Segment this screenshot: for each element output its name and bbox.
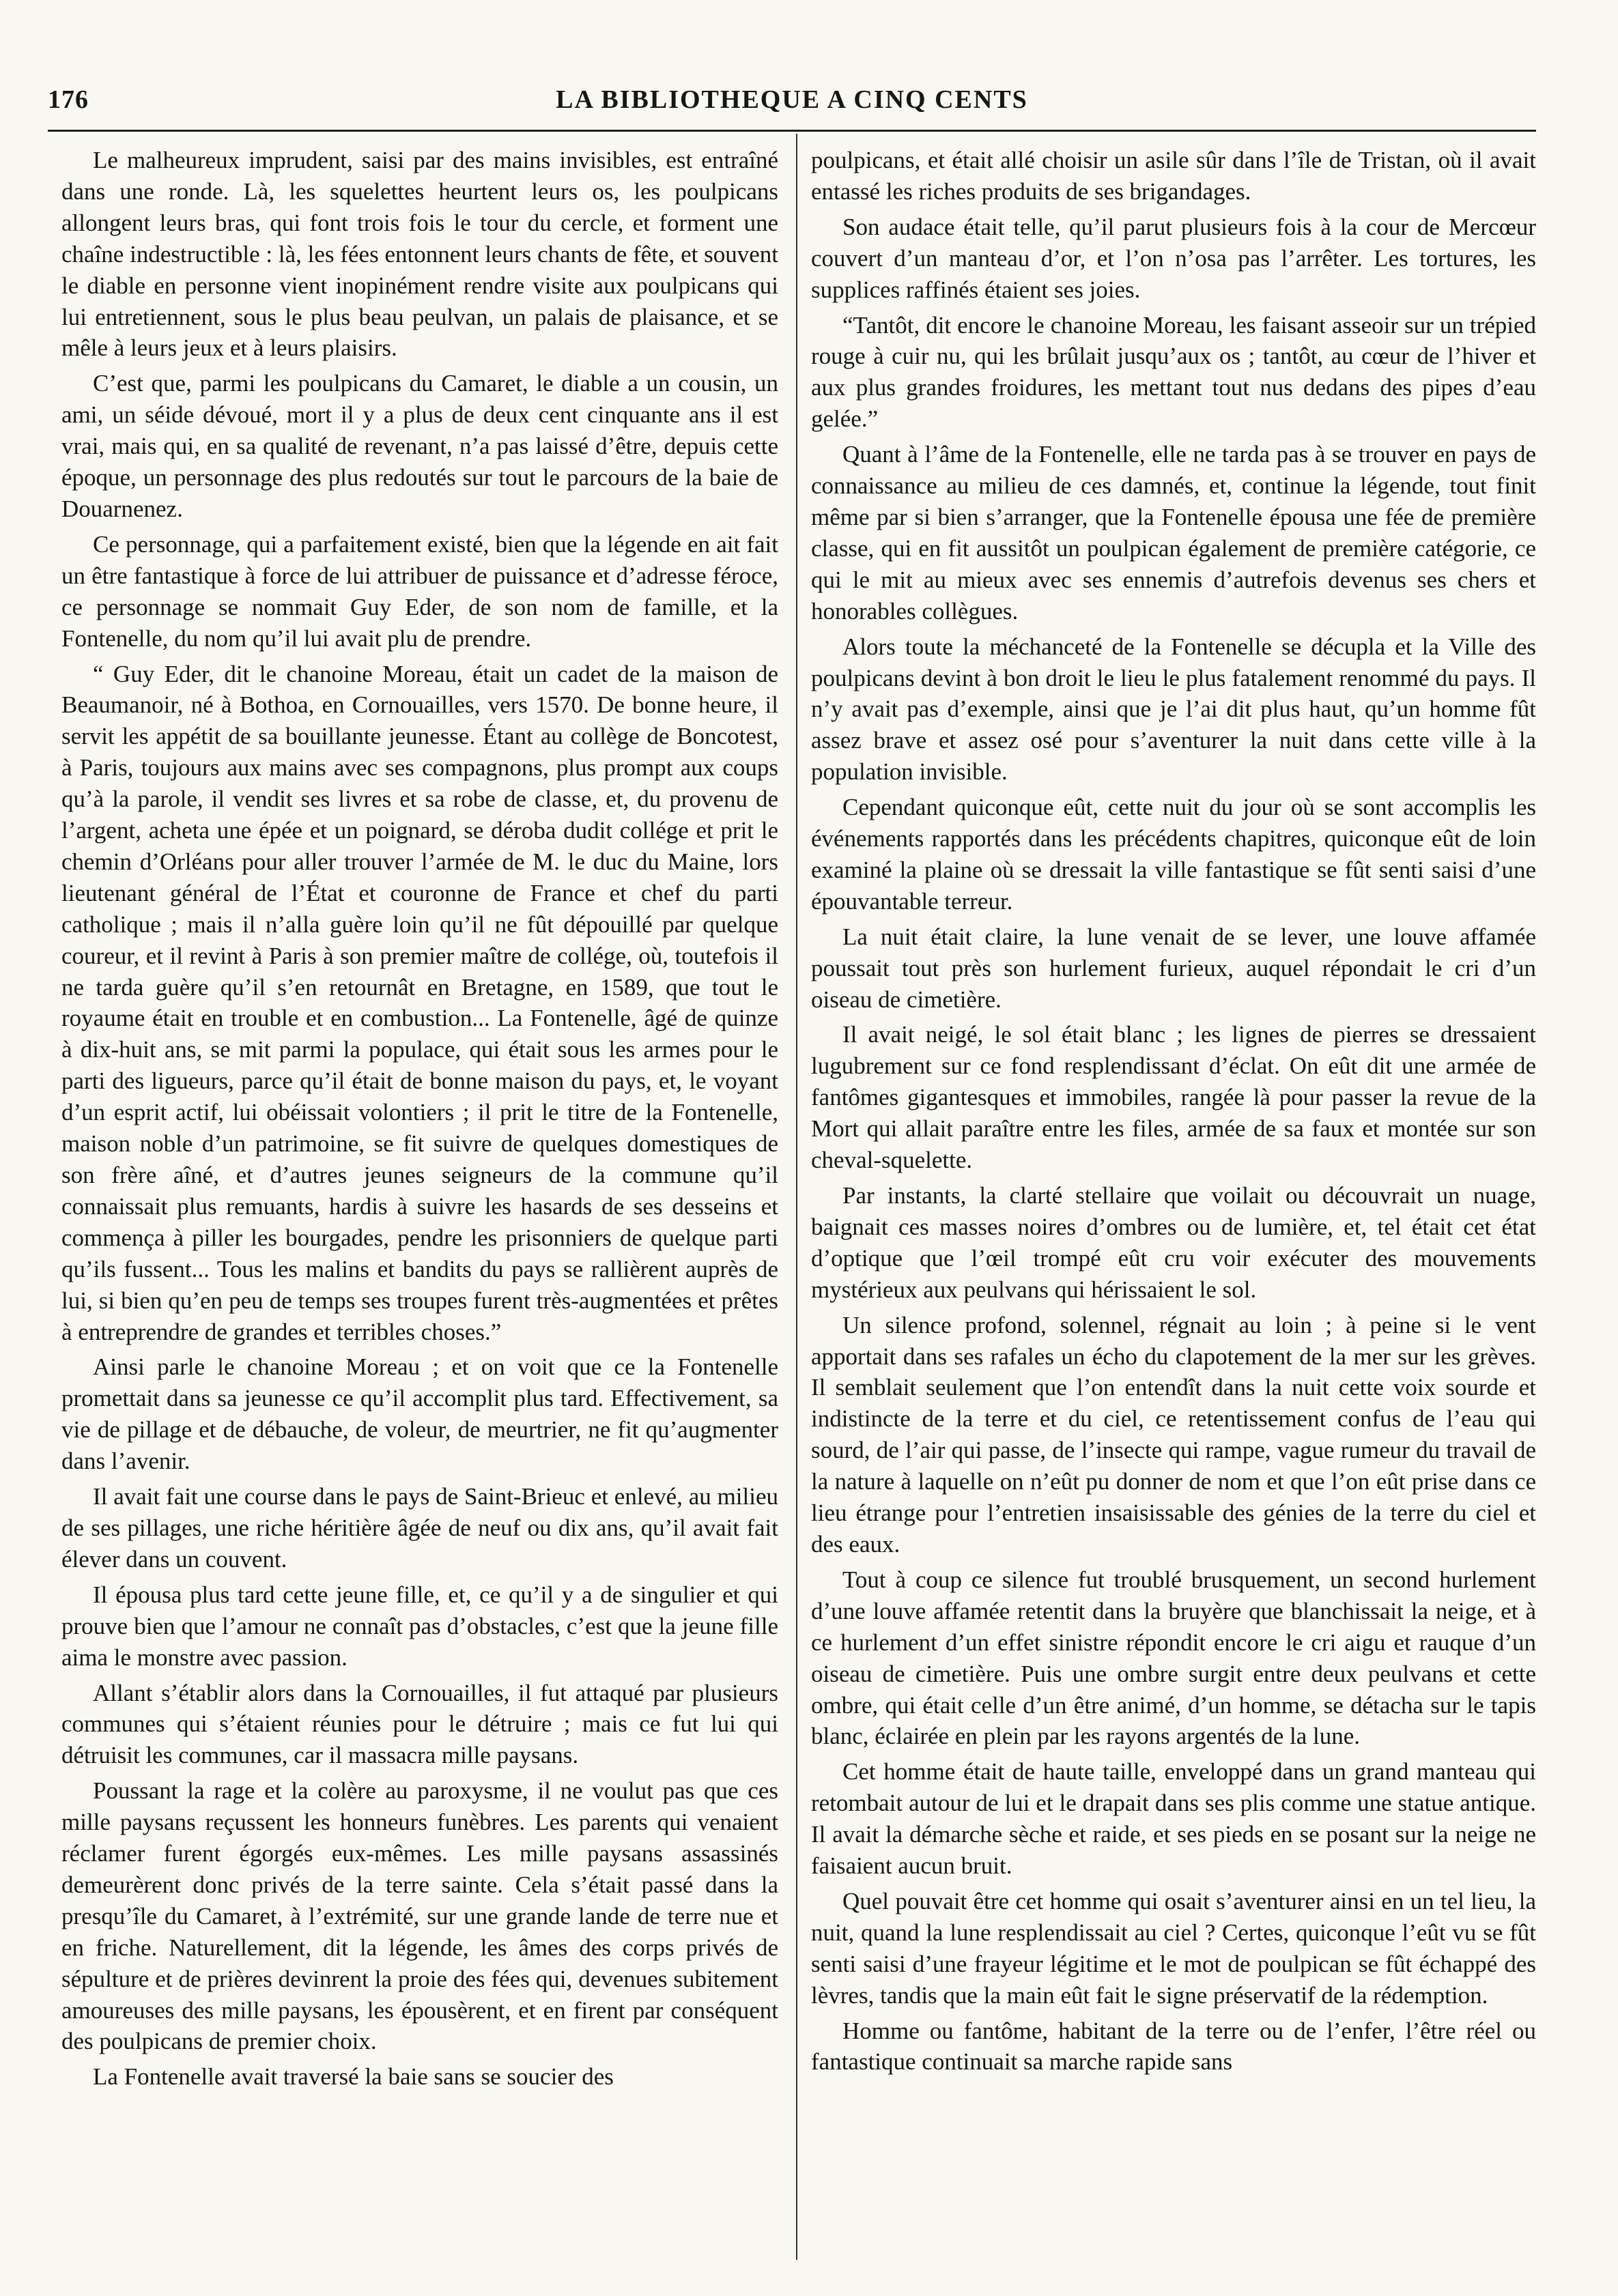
paragraph: La nuit était claire, la lune venait de se lever, une louve affamée poussait tout près son hurlement furieux, auquel répondait le cri d’un oiseau de cimetière. [811, 923, 1536, 1013]
paragraph: La Fontenelle avait traversé la baie sans se soucier des [93, 2063, 614, 2091]
paragraph: Ainsi parle le chanoine Moreau ; et on voit que ce la Fontenelle promettait dans sa jeunesse ce qu’il accomplit plus tard. Effectivement, sa vie de pillage et de débauche, de voleur, de meurtrier, ne fit qu’augmenter dans l’avenir. [61, 1353, 778, 1475]
paragraph: Son audace était telle, qu’il parut plusieurs fois à la cour de Mercœur couvert d’un manteau d’or, et l’on n’osa pas l’arrêter. Les tortures, les supplices raffinés étaient ses joies. [811, 213, 1536, 303]
paragraph: Il avait neigé, le sol était blanc ; les lignes de pierres se dressaient lugubrement sur ce fond resplendissant d’éclat. On eût dit une armée de fantômes gigantesques et immobiles, rangée là pour passer la revue de la Mort qui allait paraître entre les files, armée de sa faux et montée sur son cheval-squelette. [811, 1021, 1536, 1174]
left-column [61, 145, 778, 2267]
paragraph: “ Guy Eder, dit le chanoine Moreau, était un cadet de la maison de Beaumanoir, né à Bothoa, en Cornouailles, vers 1570. De bonne heure, il servit les appétit de sa bouillante jeunesse. Étant au collège de Boncotest, à Paris, toujours aux mains avec ses compagnons, plus prompt aux coups qu’à la parole, il vendit ses livres et sa robe de classe, et, du provenu de l’argent, acheta une épée et un poignard, se déroba dudit collége et prit le chemin d’Orléans pour aller trouver l’armée de M. le duc du Maine, lors lieutenant général de l’État et couronne de France et chef du parti catholique ; mais il n’alla guère loin qu’il ne fût dépouillé par quelque coureur, et il revint à Paris à son premier maître de collége, où, toutefois il ne tarda guère qu’il s’en retournât en Bretagne, en 1589, que tout le royaume était en trouble et en combustion... La Fontenelle, âgé de quinze à dix-huit ans, se mit parmi la populace, qui était sous les armes pour le parti des ligueurs, parce qu’il était de bonne maison du pays, et, le voyant d’un esprit actif, lui obéissait volontiers ; il prit le titre de la Fontenelle, maison noble d’un patrimoine, se fit suivre de quelques domestiques de son frère aîné, et d’autres jeunes seigneurs de la commune qu’il connaissait plus remuants, hardis à suivre les hasards de ses desseins et commença à piller les bourgades, pendre les prisonniers de quelque parti qu’ils fussent... Tous les malins et bandits du pays se rallièrent auprès de lui, si bien qu’en peu de temps ses troupes furent très-augmentées et prêtes à entreprendre de grandes et terribles choses.” [61, 660, 778, 1345]
paragraph: Homme ou fantôme, habitant de la terre ou de l’enfer, l’être réel ou fantastique continuait sa marche rapide sans [811, 2017, 1536, 2076]
paragraph: Quant à l’âme de la Fontenelle, elle ne tarda pas à se trouver en pays de connaissance au milieu de ces damnés, et, continue la légende, tout finit même par si bien s’arranger, que la Fontenelle épousa une fée de première classe, qui en fit aussitôt un poulpican également de première catégorie, ce qui le mit au mieux avec ses ennemis d’autrefois devenus ses chers et honorables collègues. [811, 441, 1536, 625]
header-rule [48, 130, 1536, 132]
paragraph: Ce personnage, qui a parfaitement existé, bien que la légende en ait fait un être fantastique à force de lui attribuer de puissance et d’adresse féroce, ce personnage se nommait Guy Eder, de son nom de famille, et la Fontenelle, du nom qu’il lui avait plu de prendre. [61, 530, 778, 652]
paragraph: Par instants, la clarté stellaire que voilait ou découvrait un nuage, baignait ces masses noires d’ombres ou de lumière, et, tel était cet état d’optique que l’œil trompé eût cru voir exécuter des mouvements mystérieux aux peulvans qui hérissaient le sol. [811, 1182, 1536, 1303]
paragraph: Cependant quiconque eût, cette nuit du jour où se sont accomplis les événements rapportés dans les précédents chapitres, quiconque eût de loin examiné la plaine où se dressait la ville fantastique se fût senti saisi d’une épouvantable terreur. [811, 794, 1536, 915]
right-column [811, 145, 1536, 2267]
paragraph: C’est que, parmi les poulpicans du Camaret, le diable a un cousin, un ami, un séide dévoué, mort il y a plus de deux cent cinquante ans il est vrai, mais qui, en sa qualité de revenant, n’a pas laissé d’être, depuis cette époque, un personnage des plus redoutés sur tout le parcours de la baie de Douarnenez. [61, 370, 778, 522]
paragraph: Il épousa plus tard cette jeune fille, et, ce qu’il y a de singulier et qui prouve bien que l’amour ne connaît pas d’obstacles, c’est que la jeune fille aima le monstre avec passion. [61, 1581, 778, 1671]
paragraph: Il avait fait une course dans le pays de Saint-Brieuc et enlevé, au milieu de ses pillages, une riche héritière âgée de neuf ou dix ans, qu’il avait fait élever dans un couvent. [61, 1483, 778, 1573]
paragraph: Poussant la rage et la colère au paroxysme, il ne voulut pas que ces mille paysans reçussent les honneurs funèbres. Les parents qui venaient réclamer furent égorgés eux-mêmes. Les mille paysans assassinés demeurèrent donc privés de la terre sainte. Cela s’était passé dans la presqu’île du Camaret, à l’extrémité, sur une grande lande de terre nue et en friche. Naturellement, dit la légende, les âmes des corps privés de sépulture et de prières devinrent la proie des fées qui, devenues subitement amoureuses des mille paysans, les épousèrent, et en firent par conséquent des poulpicans de premier choix. [61, 1777, 778, 2055]
paragraph: “Tantôt, dit encore le chanoine Moreau, les faisant asseoir sur un trépied rouge à cuir nu, qui les brûlait jusqu’aux os ; tantôt, au cœur de l’hiver et aux plus grandes froidures, les mettant tout nus dedans des pipes d’eau gelée.” [811, 311, 1536, 433]
paragraph: Un silence profond, solennel, régnait au loin ; à peine si le vent apportait dans ses rafales un écho du clapotement de la mer sur les grèves. Il semblait seulement que l’on entendît dans la nuit cette voix sourde et indistincte de la terre et du ciel, ce retentissement confus de l’eau qui sourd, de l’air qui passe, de l’insecte qui rampe, vague rumeur du travail de la nature à laquelle on n’eût pu donner de nom et que l’on eût prise dans ce lieu étrange pour l’entretien insaisissable des génies de la terre du ciel et des eaux. [811, 1311, 1536, 1558]
paragraph: Tout à coup ce silence fut troublé brusquement, un second hurlement d’une louve affamée retentit dans la bruyère que blanchissait la neige, et à ce hurlement d’un effet sinistre répondit encore le cri aigu et rauque d’un oiseau de cimetière. Puis une ombre surgit entre deux peulvans et cette ombre, qui était celle d’un être animé, d’un homme, se détacha sur le tapis blanc, éclairée en plein par les rayons argentés de la lune. [811, 1566, 1536, 1750]
column-divider [796, 134, 797, 2260]
paragraph: Cet homme était de haute taille, enveloppé dans un grand manteau qui retombait autour de lui et le drapait dans ses plis comme une statue antique. Il avait la démarche sèche et raide, et ses pieds en se posant sur la neige ne faisaient aucun bruit. [811, 1758, 1536, 1880]
paragraph: Alors toute la méchanceté de la Fontenelle se décupla et la Ville des poulpicans devint à bon droit le lieu le plus fatalement renommé du pays. Il n’y avait pas d’exemple, ainsi que je l’ai dit plus haut, qu’un homme fût assez brave et assez osé pour s’aventurer la nuit dans cette ville à la population invisible. [811, 633, 1536, 786]
paragraph: Quel pouvait être cet homme qui osait s’aventurer ainsi en un tel lieu, la nuit, quand la lune resplendissait au ciel ? Certes, quiconque l’eût vu se fût senti saisi d’une frayeur légitime et le mot de poulpican se fût échappé des lèvres, tandis que la main eût fait le signe préservatif de la rédemption. [811, 1887, 1536, 2009]
paragraph: Le malheureux imprudent, saisi par des mains invisibles, est entraîné dans une ronde. Là, les squelettes heurtent leurs os, les poulpicans allongent leurs bras, qui font trois fois le tour du cercle, et forment une chaîne indestructible : là, les fées entonnent leurs chants de fête, et souvent le diable en personne vient inopinément rendre visite aux poulpicans qui lui entretiennent, sous le plus beau peulvan, un palais de plaisance, et se mêle à leurs jeux et à leurs plaisirs. [61, 147, 778, 362]
paragraph: poulpicans, et était allé choisir un asile sûr dans l’île de Tristan, où il avait entassé les riches produits de ses brigandages. [811, 147, 1536, 205]
page-number: 176 [48, 85, 89, 114]
page-header [48, 85, 1536, 127]
paragraph: Allant s’établir alors dans la Cornouailles, il fut attaqué par plusieurs communes qui s’étaient réunies pour le détruire ; mais ce fut lui qui détruisit les communes, car il massacra mille paysans. [61, 1679, 778, 1769]
running-title: LA BIBLIOTHEQUE A CINQ CENTS [556, 85, 1028, 114]
